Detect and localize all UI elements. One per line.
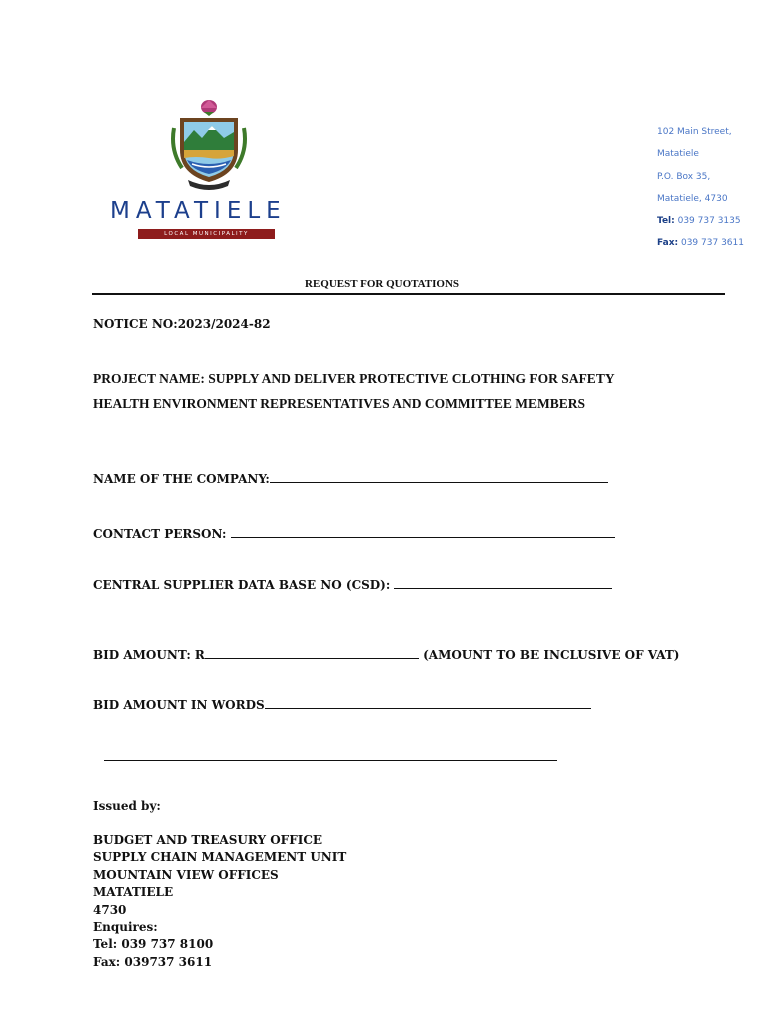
fax-label: Fax: — [657, 238, 679, 249]
contact-person-field — [93, 525, 615, 541]
csd-field — [93, 576, 612, 592]
telephone-label: Tel: — [657, 216, 675, 227]
address-line-1: 102 Main Street, — [657, 127, 732, 137]
csd-label: CENTRAL SUPPLIER DATA BASE NO (CSD): — [93, 578, 391, 592]
project-name-line-2: HEALTH ENVIRONMENT REPRESENTATIVES AND COMMITTEE MEMBERS — [93, 396, 585, 411]
company-name-blank[interactable] — [270, 470, 608, 483]
contact-block — [657, 121, 744, 255]
municipality-subtitle-banner: LOCAL MUNICIPALITY — [138, 229, 275, 239]
municipality-name: MATATIELE — [110, 198, 287, 224]
issuer-line-4: MATATIELE — [93, 885, 174, 900]
city-postal-code: Matatiele, 4730 — [657, 193, 728, 204]
telephone-value: 039 737 3135 — [677, 216, 741, 227]
title-rule — [92, 293, 725, 295]
issuer-line-3: MOUNTAIN VIEW OFFICES — [93, 867, 279, 882]
po-box: P.O. Box 35, — [657, 171, 711, 182]
issuer-line-2: SUPPLY CHAIN MANAGEMENT UNIT — [93, 850, 347, 865]
project-name — [93, 366, 713, 416]
bid-amount-words-blank[interactable] — [265, 696, 591, 709]
bid-amount-blank[interactable] — [205, 646, 419, 659]
notice-number: NOTICE NO:2023/2024-82 — [93, 317, 271, 331]
fax-value: 039 737 3611 — [680, 238, 744, 249]
company-name-label: NAME OF THE COMPANY: — [93, 472, 270, 486]
document-title: REQUEST FOR QUOTATIONS — [305, 278, 460, 290]
bid-amount-field — [93, 646, 679, 662]
csd-blank[interactable] — [394, 576, 612, 589]
issuer-line-7: Tel: 039 737 8100 — [93, 937, 214, 952]
issuer-line-5: 4730 — [93, 902, 127, 917]
issued-by-label: Issued by: — [93, 799, 161, 813]
bid-amount-label: BID AMOUNT: R — [93, 648, 205, 662]
fax — [657, 232, 744, 254]
bid-amount-note: (AMOUNT TO BE INCLUSIVE OF VAT) — [418, 648, 680, 662]
address-line-2: Matatiele — [657, 149, 699, 160]
issuer-line-8: Fax: 039737 3611 — [93, 954, 213, 969]
project-name-line-1: PROJECT NAME: SUPPLY AND DELIVER PROTECTIVE CLOTHING FOR SAFETY — [93, 371, 615, 386]
bid-amount-words-label: BID AMOUNT IN WORDS — [93, 698, 265, 712]
issuer-block — [93, 832, 346, 971]
issuer-line-1: BUDGET AND TREASURY OFFICE — [93, 833, 323, 847]
contact-person-blank[interactable] — [231, 525, 615, 538]
telephone — [657, 210, 744, 232]
municipal-crest-logo — [168, 98, 250, 192]
contact-person-label: CONTACT PERSON: — [93, 527, 227, 541]
company-name-field — [93, 470, 608, 486]
bid-amount-words-blank-2[interactable] — [104, 748, 557, 761]
issuer-line-6: Enquires: — [93, 920, 158, 935]
bid-amount-words-field — [93, 696, 591, 712]
